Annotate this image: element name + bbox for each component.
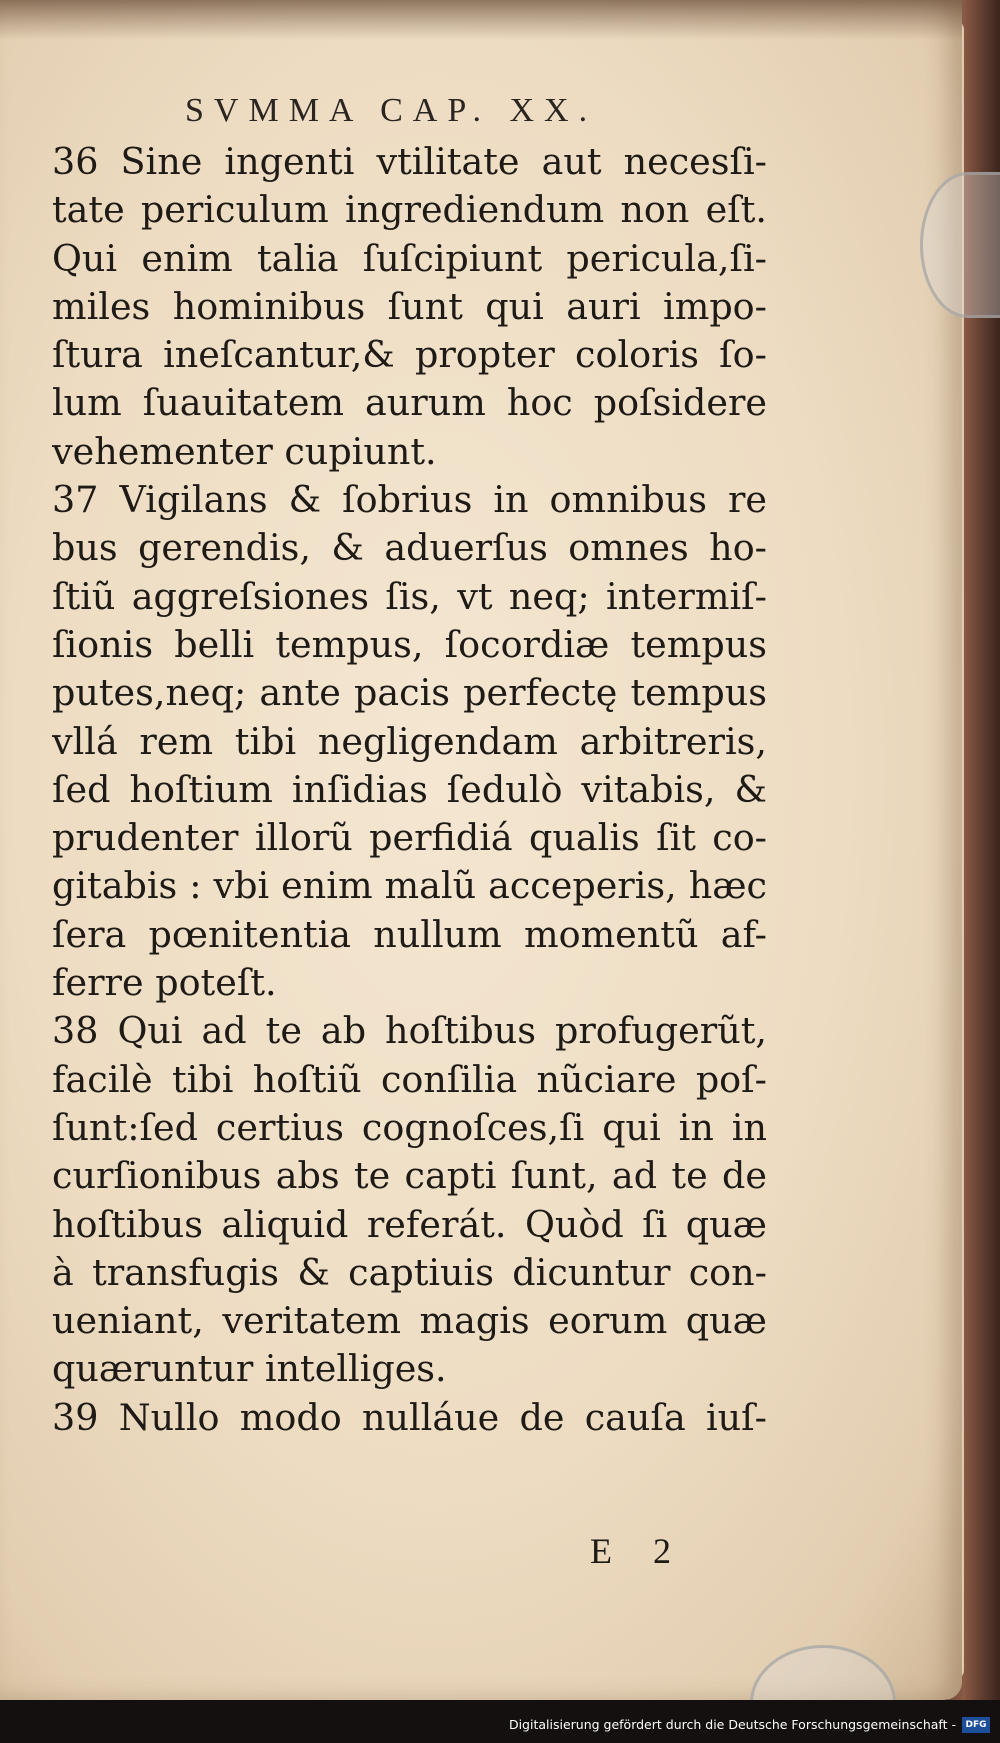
text-line: facilè tibi hoſtiũ conſilia nũciare poſ- <box>52 1057 767 1101</box>
text-line: ſunt:ſed certius cognoſces,ſi qui in in <box>52 1105 767 1149</box>
text-line: quæruntur intelliges. <box>52 1347 447 1391</box>
text-line: hoſtibus aliquid referát. Quòd ſi quæ <box>52 1202 767 1246</box>
dfg-logo: DFG <box>962 1717 990 1733</box>
text-line: ſera pœnitentia nullum momentũ af- <box>52 912 767 956</box>
text-line: ueniant, veritatem magis eorum quæ <box>52 1299 767 1343</box>
signature-mark: E 2 <box>590 1531 687 1571</box>
text-line: 36 Sine ingenti vtilitate aut necesſi- <box>52 140 767 183</box>
text-line: bus gerendis, & aduerſus omnes ho- <box>52 526 767 570</box>
text-line: vehementer cupiunt. <box>52 429 437 473</box>
text-line: putes,neq; ante pacis perfectę tempus <box>52 671 767 715</box>
text-line: vllá rem tibi negligendam arbitreris, <box>52 719 767 763</box>
text-line: tate periculum ingrediendum non eſt. <box>52 188 767 232</box>
text-line: ſionis belli tempus, ſocordiæ tempus <box>52 622 767 666</box>
text-line: 39 Nullo modo nulláue de cauſa iuſ- <box>52 1395 767 1439</box>
text-line: Qui enim talia ſuſcipiunt pericula,ſi- <box>52 236 767 280</box>
text-line: prudenter illorũ perfidiá qualis ſit co- <box>52 816 767 860</box>
text-line: ſtiũ aggreſsiones ſis, vt neq; intermiſ- <box>52 574 767 618</box>
text-line: gitabis : vbi enim malũ acceperis, hæc <box>52 864 767 908</box>
footer-bar <box>0 1700 1000 1743</box>
text-line: ſed hoſtium inſidias ſedulò vitabis, & <box>52 767 767 811</box>
text-line: lum ſuauitatem aurum hoc poſsidere <box>52 381 767 425</box>
text-line: curſionibus abs te capti ſunt, ad te de <box>52 1154 767 1198</box>
text-line: à transfugis & captiuis dicuntur con- <box>52 1250 767 1294</box>
body-text <box>52 138 767 1442</box>
text-line: 38 Qui ad te ab hoſtibus profugerũt, <box>52 1009 767 1053</box>
text-line: ſtura ineſcantur,& propter coloris ſo- <box>52 333 767 377</box>
text-line: 37 Vigilans & ſobrius in omnibus re <box>52 478 767 522</box>
text-line: ferre poteſt. <box>52 961 277 1005</box>
footer-credit: Digitalisierung gefördert durch die Deutsche Forschungsgemeinschaft - <box>508 1717 956 1732</box>
text-line: miles hominibus ſunt qui auri impo- <box>52 284 767 328</box>
running-head: SVMMA CAP. XX. <box>185 92 598 129</box>
page-top-shadow <box>0 0 962 40</box>
